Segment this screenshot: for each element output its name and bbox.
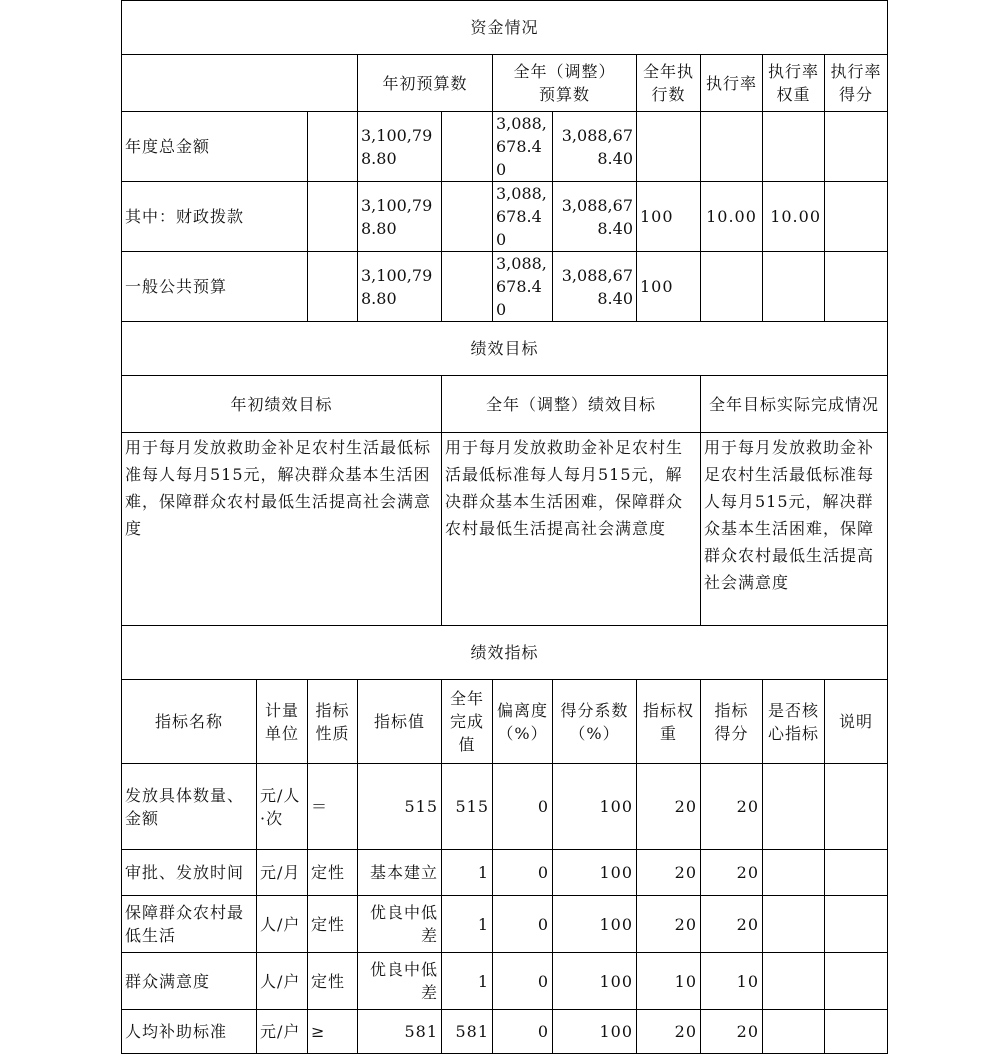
funds-row-blank (442, 252, 493, 322)
ind-row-core (763, 764, 825, 850)
ind-header-core: 是否核心指标 (763, 680, 825, 764)
ind-row-core (763, 896, 825, 953)
ind-row-weight: 20 (637, 1010, 701, 1054)
goals-header-actual: 全年目标实际完成情况 (701, 376, 888, 433)
ind-row-name: 审批、发放时间 (122, 850, 257, 896)
ind-header-coef: 得分系数（%） (553, 680, 637, 764)
indicator-row (122, 896, 888, 953)
ind-row-coef: 100 (553, 850, 637, 896)
funds-row-blank (442, 112, 493, 182)
funds-row-rate: 100 (637, 252, 701, 322)
funds-header-blank (122, 55, 358, 112)
ind-row-weight: 20 (637, 896, 701, 953)
ind-row-nature: ＝ (308, 764, 358, 850)
ind-row-nature: ≥ (308, 1010, 358, 1054)
funds-row-weight (701, 112, 763, 182)
funds-row-tail (825, 112, 888, 182)
indicators-header-row (122, 680, 888, 764)
ind-row-nature: 定性 (308, 896, 358, 953)
ind-header-weight: 指标权重 (637, 680, 701, 764)
funds-row-executed: 3,088,678.40 (553, 112, 637, 182)
funds-header-exec-rate: 执行率 (701, 55, 763, 112)
indicator-row (122, 764, 888, 850)
funds-row-initial: 3,100,798.80 (358, 112, 442, 182)
ind-row-coef: 100 (553, 1010, 637, 1054)
funds-header-exec-score: 执行率得分 (825, 55, 888, 112)
ind-row-value: 581 (358, 1010, 442, 1054)
ind-row-deviation: 0 (493, 1010, 553, 1054)
ind-row-value: 优良中低差 (358, 953, 442, 1010)
indicators-section-title: 绩效指标 (122, 626, 888, 680)
indicator-row (122, 850, 888, 896)
funds-row (122, 112, 888, 182)
ind-row-completed: 1 (442, 953, 493, 1010)
ind-row-note (825, 764, 888, 850)
funds-row-tail (825, 182, 888, 252)
funds-row-score (763, 112, 825, 182)
ind-row-unit: 元/月 (257, 850, 308, 896)
ind-row-weight: 10 (637, 953, 701, 1010)
ind-row-completed: 1 (442, 896, 493, 953)
funds-row-weight: 10.00 (701, 182, 763, 252)
funds-row-tail (825, 252, 888, 322)
ind-header-unit: 计量单位 (257, 680, 308, 764)
performance-table (121, 0, 888, 1054)
funds-row-score (763, 252, 825, 322)
ind-row-value: 优良中低差 (358, 896, 442, 953)
ind-row-core (763, 953, 825, 1010)
funds-row-label: 年度总金额 (122, 112, 308, 182)
ind-row-core (763, 850, 825, 896)
goals-adjusted-text: 用于每月发放救助金补足农村生活最低标准每人每月515元，解决群众基本生活困难，保障群众农村最低生活提高社会满意度 (442, 433, 701, 626)
funds-header-executed: 全年执行数 (637, 55, 701, 112)
ind-row-name: 群众满意度 (122, 953, 257, 1010)
ind-row-deviation: 0 (493, 953, 553, 1010)
ind-row-note (825, 953, 888, 1010)
ind-row-coef: 100 (553, 953, 637, 1010)
ind-row-name: 保障群众农村最低生活 (122, 896, 257, 953)
ind-row-nature: 定性 (308, 953, 358, 1010)
ind-row-unit: 人/户 (257, 953, 308, 1010)
ind-row-note (825, 896, 888, 953)
ind-row-completed: 581 (442, 1010, 493, 1054)
ind-row-deviation: 0 (493, 764, 553, 850)
ind-row-weight: 20 (637, 764, 701, 850)
ind-row-core (763, 1010, 825, 1054)
ind-header-nature: 指标性质 (308, 680, 358, 764)
funds-row-blank (308, 112, 358, 182)
ind-header-deviation: 偏离度（%） (493, 680, 553, 764)
ind-row-name: 人均补助标准 (122, 1010, 257, 1054)
ind-row-score: 20 (701, 764, 763, 850)
funds-row-adjusted: 3,088,678.40 (493, 112, 553, 182)
funds-header-adjusted-budget: 全年（调整）预算数 (493, 55, 637, 112)
ind-row-name: 发放具体数量、金额 (122, 764, 257, 850)
ind-header-score: 指标得分 (701, 680, 763, 764)
goals-header-initial: 年初绩效目标 (122, 376, 442, 433)
funds-row-adjusted: 3,088,678.40 (493, 182, 553, 252)
funds-row-rate (637, 112, 701, 182)
funds-section-title: 资金情况 (122, 1, 888, 55)
ind-row-value: 基本建立 (358, 850, 442, 896)
ind-row-deviation: 0 (493, 896, 553, 953)
goals-actual-text: 用于每月发放救助金补足农村生活最低标准每人每月515元，解决群众基本生活困难，保障群众农村最低生活提高社会满意度 (701, 433, 888, 626)
goals-section-title: 绩效目标 (122, 322, 888, 376)
goals-header-adjusted: 全年（调整）绩效目标 (442, 376, 701, 433)
funds-row (122, 252, 888, 322)
funds-row-adjusted: 3,088,678.40 (493, 252, 553, 322)
funds-row-blank (308, 182, 358, 252)
ind-row-score: 10 (701, 953, 763, 1010)
ind-row-unit: 元/人·次 (257, 764, 308, 850)
funds-row-rate: 100 (637, 182, 701, 252)
goals-initial-text: 用于每月发放救助金补足农村生活最低标准每人每月515元，解决群众基本生活困难，保障群众农村最低生活提高社会满意度 (122, 433, 442, 626)
ind-row-score: 20 (701, 1010, 763, 1054)
funds-row-executed: 3,088,678.40 (553, 252, 637, 322)
funds-row-label: 一般公共预算 (122, 252, 308, 322)
ind-row-coef: 100 (553, 896, 637, 953)
funds-row (122, 182, 888, 252)
funds-row-initial: 3,100,798.80 (358, 182, 442, 252)
funds-header-initial-budget: 年初预算数 (358, 55, 493, 112)
ind-row-weight: 20 (637, 850, 701, 896)
ind-row-value: 515 (358, 764, 442, 850)
funds-row-label: 其中：财政拨款 (122, 182, 308, 252)
funds-row-score: 10.00 (763, 182, 825, 252)
ind-header-value: 指标值 (358, 680, 442, 764)
ind-row-note (825, 850, 888, 896)
ind-header-name: 指标名称 (122, 680, 257, 764)
ind-row-score: 20 (701, 896, 763, 953)
ind-row-score: 20 (701, 850, 763, 896)
ind-row-note (825, 1010, 888, 1054)
ind-row-unit: 人/户 (257, 896, 308, 953)
indicator-row (122, 953, 888, 1010)
funds-row-blank (308, 252, 358, 322)
funds-row-weight (701, 252, 763, 322)
funds-header-exec-weight: 执行率权重 (763, 55, 825, 112)
ind-row-coef: 100 (553, 764, 637, 850)
ind-row-unit: 元/户 (257, 1010, 308, 1054)
funds-row-blank (442, 182, 493, 252)
funds-row-executed: 3,088,678.40 (553, 182, 637, 252)
ind-row-nature: 定性 (308, 850, 358, 896)
funds-row-initial: 3,100,798.80 (358, 252, 442, 322)
indicator-row (122, 1010, 888, 1054)
ind-header-completed: 全年完成值 (442, 680, 493, 764)
ind-row-completed: 1 (442, 850, 493, 896)
ind-row-completed: 515 (442, 764, 493, 850)
ind-row-deviation: 0 (493, 850, 553, 896)
ind-header-note: 说明 (825, 680, 888, 764)
